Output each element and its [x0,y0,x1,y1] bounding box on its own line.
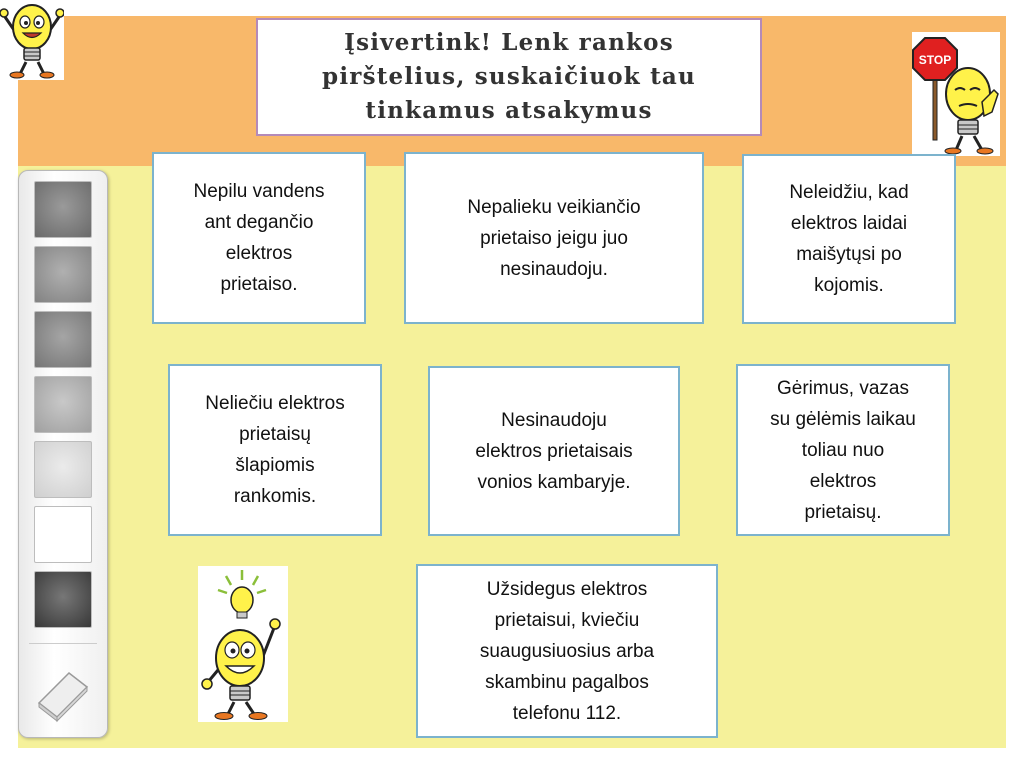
card-wires: Neleidžiu, kad elektros laidai maišytųsi po kojomis. [742,154,956,324]
color-swatch-4[interactable] [34,376,92,433]
bulb-mascot-waving-icon [0,0,64,80]
card-unused-device: Nepalieku veikiančio prietaiso jeigu juo nesinaudoju. [404,152,704,324]
color-swatch-1[interactable] [34,181,92,238]
color-swatch-3[interactable] [34,311,92,368]
color-swatch-5[interactable] [34,441,92,498]
card-drinks: Gėrimus, vazas su gėlėmis laikau toliau nuo elektros prietaisų. [736,364,950,536]
card-water: Nepilu vandens ant degančio elektros prietaiso. [152,152,366,324]
color-tool-tray [18,170,108,738]
title-line-3: tinkamus atsakymus [365,97,653,124]
bulb-mascot-stop-icon [912,32,1000,156]
title-line-1: Įsivertink! Lenk rankos [344,29,674,56]
tray-divider [29,643,97,644]
eraser-icon[interactable] [31,659,97,725]
color-swatch-6[interactable] [34,506,92,563]
page-title [256,18,762,136]
stop-sign-text: STOP [918,53,952,67]
color-swatch-2[interactable] [34,246,92,303]
color-swatch-7[interactable] [34,571,92,628]
card-wet-hands: Neliečiu elektros prietaisų šlapiomis rankomis. [168,364,382,536]
card-fire: Užsidegus elektros prietaisui, kviečiu suaugusiuosius arba skambinu pagalbos telefonu 112. [416,564,718,738]
card-bathroom: Nesinaudoju elektros prietaisais vonios kambaryje. [428,366,680,536]
title-line-2: pirštelius, suskaičiuok tau [322,63,696,90]
bulb-mascot-idea-icon [198,566,288,722]
